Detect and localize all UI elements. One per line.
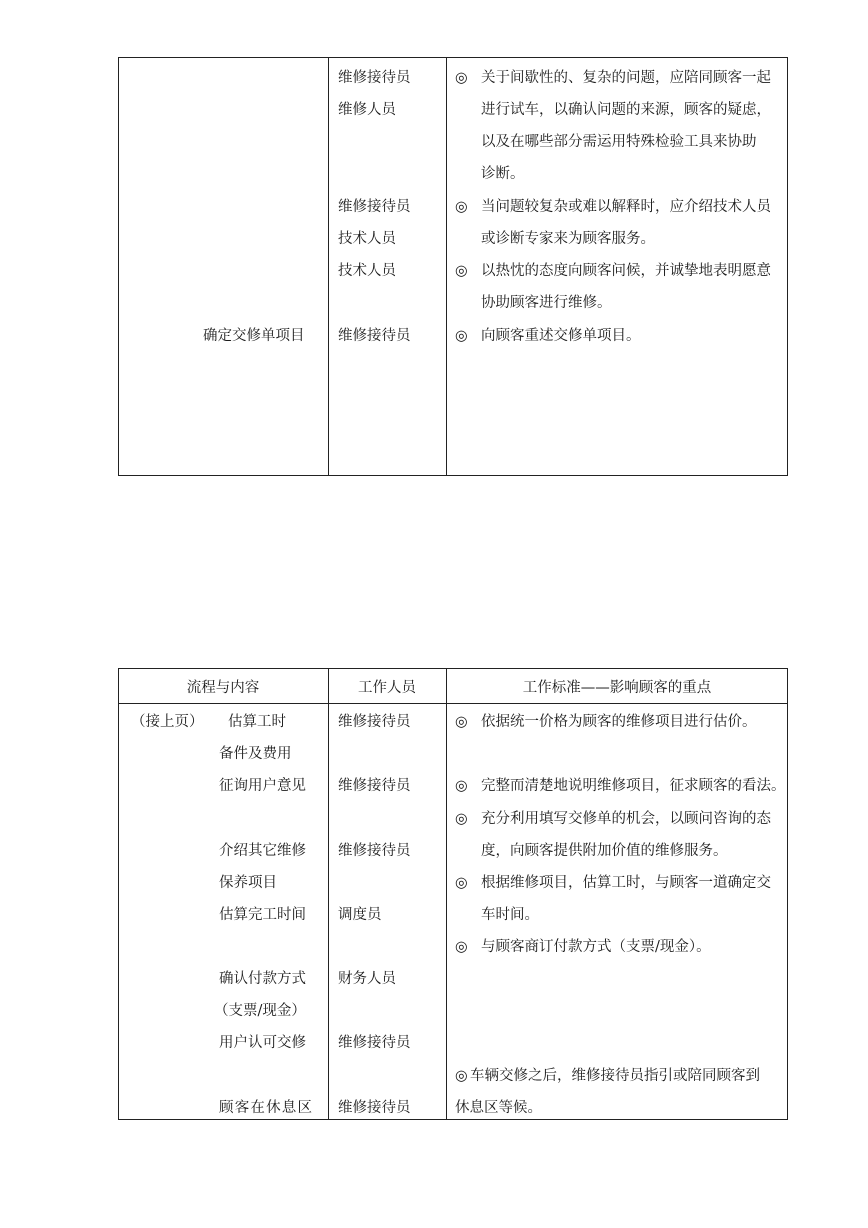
- staff-item: 调度员: [338, 907, 382, 923]
- standard-item: 完整而清楚地说明维修项目，征求顾客的看法。: [481, 778, 786, 794]
- table-1-mark: ◎: [455, 263, 468, 279]
- table-1-staff: 维修接待员: [338, 199, 411, 215]
- table-1-standard: 协助顾客进行维修。: [481, 295, 612, 311]
- staff-item: 财务人员: [338, 971, 396, 987]
- table-1-staff: 维修接待员: [338, 70, 411, 86]
- standard-mark: ◎: [455, 778, 468, 794]
- process-item: 估算工时: [228, 714, 286, 730]
- table-1-standard: 向顾客重述交修单项目。: [481, 328, 641, 344]
- process-item: （支票/现金）: [214, 1003, 306, 1019]
- table-1-standard: 以及在哪些部分需运用特殊检验工具来协助: [481, 134, 757, 150]
- staff-item: 维修接待员: [338, 714, 411, 730]
- standard-item: 根据维修项目，估算工时，与顾客一道确定交: [481, 875, 771, 891]
- standard-item: 车时间。: [481, 907, 539, 923]
- process-item: 备件及费用: [219, 746, 292, 762]
- table-1-standard: 以热忱的态度向顾客问候，并诚挚地表明愿意: [481, 263, 771, 279]
- table-1-standard: 或诊断专家来为顾客服务。: [481, 231, 655, 247]
- table-1-mark: ◎: [455, 328, 468, 344]
- table-1-mark: ◎: [455, 199, 468, 215]
- standard-mark: ◎: [455, 939, 468, 955]
- column-header-process: 流程与内容: [186, 680, 260, 696]
- process-item: 确认付款方式: [219, 971, 306, 987]
- standard-mark: ◎: [455, 875, 468, 891]
- standard-mark: ◎: [455, 714, 468, 730]
- table-1-standard: 当问题较复杂或难以解释时，应介绍技术人员: [481, 199, 771, 215]
- process-item: 估算完工时间: [219, 907, 306, 923]
- standard-item: 充分利用填写交修单的机会，以顾问咨询的态: [481, 811, 771, 827]
- table-1-standard: 关于间歇性的、复杂的问题，应陪同顾客一起: [481, 70, 771, 86]
- staff-item: 维修接待员: [338, 843, 411, 859]
- table-1-staff: 技术人员: [338, 263, 396, 279]
- standard-item: 度，向顾客提供附加价值的维修服务。: [481, 843, 728, 859]
- process-item: 介绍其它维修: [219, 843, 306, 859]
- standard-item: 休息区等候。: [455, 1100, 542, 1116]
- process-item: 用户认可交修: [219, 1035, 306, 1051]
- staff-item: 维修接待员: [338, 778, 411, 794]
- table-2-header-divider: [118, 703, 788, 704]
- table-1-mark: ◎: [455, 70, 468, 86]
- table-1-standard: 进行试车，以确认问题的来源，顾客的疑虑，: [481, 102, 771, 118]
- table-1-staff: 维修接待员: [338, 328, 411, 344]
- standard-item: 与顾客商订付款方式（支票/现金）。: [481, 939, 711, 955]
- table-1-standard: 诊断。: [481, 166, 525, 182]
- table-2-divider-2: [446, 668, 447, 1120]
- process-item: 征询用户意见: [219, 778, 306, 794]
- process-item: 保养项目: [219, 875, 277, 891]
- standard-item: 依据统一价格为顾客的维修项目进行估价。: [481, 714, 757, 730]
- process-item: 顾客在休息区: [219, 1100, 314, 1116]
- staff-item: 维修接待员: [338, 1100, 411, 1116]
- standard-item: 车辆交修之后，维修接待员指引或陪同顾客到: [470, 1068, 760, 1084]
- column-header-staff: 工作人员: [358, 680, 416, 696]
- table-1-staff: 维修人员: [338, 102, 396, 118]
- standard-mark: ◎: [455, 1068, 468, 1084]
- standard-mark: ◎: [455, 811, 468, 827]
- table-1-divider-1: [328, 57, 329, 476]
- table-2-divider-1: [328, 668, 329, 1120]
- continued-note: （接上页）: [131, 714, 204, 730]
- staff-item: 维修接待员: [338, 1035, 411, 1051]
- table-1-process: 确定交修单项目: [203, 328, 305, 344]
- table-1-staff: 技术人员: [338, 231, 396, 247]
- table-1-divider-2: [446, 57, 447, 476]
- column-header-standard: 工作标准——影响顾客的重点: [522, 680, 712, 696]
